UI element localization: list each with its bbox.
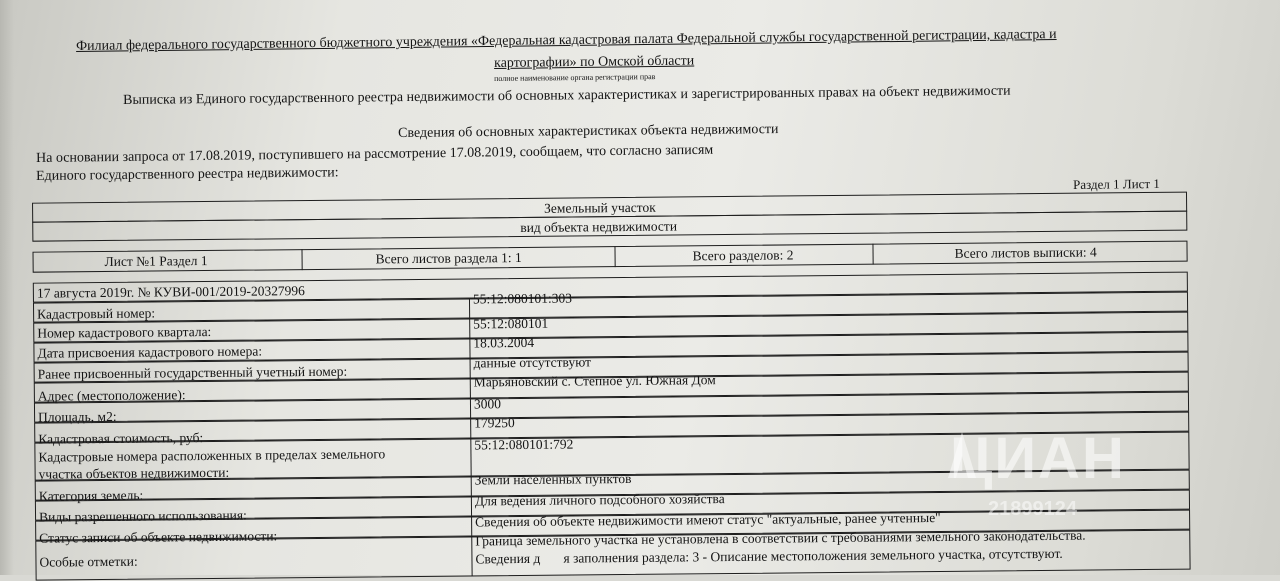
row-label: Адрес (местоположение): (37, 387, 186, 404)
row-value: Земли населенных пунктов (474, 470, 632, 488)
total-sections: Всего разделов: 2 (692, 247, 794, 264)
document-subtitle: Сведения об основных характеристиках объекта недвижимости (397, 122, 779, 141)
row-value: Граница земельного участка не установлена в соответствии с требованиями земельного законодательства. (475, 527, 1086, 549)
row-label-continued: участка объектов недвижимости: (38, 464, 230, 482)
organization-caption: полное наименование органа регистрации прав (493, 72, 656, 83)
row-value: 55:12:080101:792 (474, 436, 574, 453)
object-type: Земельный участок (544, 199, 656, 216)
row-label: Ранее присвоенный государственный учетный номер: (37, 363, 348, 382)
sheets-in-section: Всего листов раздела 1: 1 (375, 249, 522, 267)
document-title: Выписка из Единого государственного реестра недвижимости об основных характеристиках и зарегистрированных правах на объект недвижимости (122, 83, 1011, 108)
extract-date-number: 17 августа 2019г. № КУВИ-001/2019-20327996 (36, 283, 305, 301)
row-value: 55:12:080101:303 (472, 290, 573, 307)
row-value: 179250 (474, 415, 515, 431)
total-sheets: Всего листов выписки: 4 (954, 244, 1097, 261)
row-label: Статус записи об объекте недвижимости: (39, 528, 278, 546)
row-label: Кадастровые номера расположенных в пределах земельного (38, 446, 386, 465)
row-value: 55:12:080101 (473, 315, 549, 332)
row-label: Категория земель: (38, 487, 144, 504)
sheet-number: Лист №1 Раздел 1 (104, 253, 208, 269)
row-label: Дата присвоения кадастрового номера: (37, 343, 263, 361)
row-label: Кадастровый номер: (37, 305, 156, 322)
row-value: 3000 (473, 396, 502, 412)
object-caption: вид объекта недвижимости (520, 218, 678, 236)
row-value-continued: Сведения д (475, 550, 541, 567)
row-value: Сведения об объекте недвижимости имеют статус "актуальные, ранее учтенные" (475, 509, 941, 530)
watermark-phone: 21899124 (988, 498, 1077, 520)
watermark-brand: ЦИАН (950, 426, 1126, 491)
row-value: Для ведения личного подсобного хозяйства (474, 491, 725, 509)
row-label: Виды разрешенного использования: (38, 507, 247, 525)
row-value: данные отсутствуют (473, 354, 592, 371)
row-label: Особые отметки: (39, 553, 138, 570)
row-label: Площадь, м2: (38, 408, 117, 425)
organization-name-line2: картографии» по Омской области (493, 53, 695, 71)
row-value-continued: я заполнения раздела: 3 - Описание местоположения земельного участка, отсутствуют. (563, 545, 1063, 566)
row-label: Номер кадастрового квартала: (37, 323, 212, 341)
row-value: 18.03.2004 (473, 334, 535, 351)
request-text-line1: На основании запроса от 17.08.2019, поступившего на рассмотрение 17.08.2019, сообщаем, что согласно записям (35, 142, 714, 166)
request-text-line2: Единого государственного реестра недвижимости: (35, 165, 339, 184)
organization-name-line1: Филиал федерального государственного бюджетного учреждения «Федеральная кадастровая палата Федеральной службы государственной регистрации, кадастра и (75, 27, 1057, 54)
section-label: Раздел 1 Лист 1 (1072, 175, 1160, 192)
row-value: Марьяновский с. Степное ул. Южная Дом (473, 372, 716, 390)
row-label: Кадастровая стоимость, руб: (38, 430, 204, 447)
